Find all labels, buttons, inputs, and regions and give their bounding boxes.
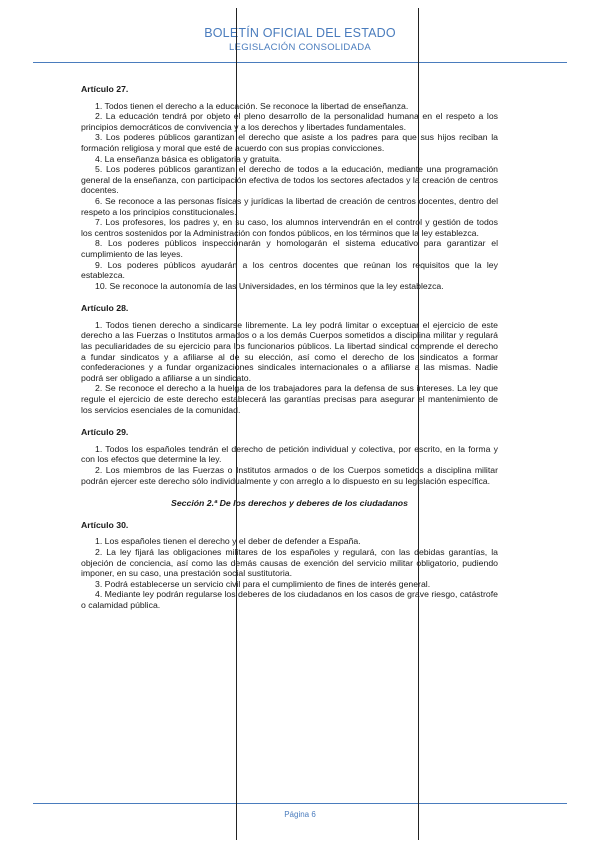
article-paragraph: 1. Todos los españoles tendrán el derecho de petición individual y colectiva, por escrito, en la forma y con los efectos que determine la ley. <box>81 443 498 465</box>
article-29 <box>81 427 498 486</box>
section-title: Sección 2.ª De los derechos y deberes de los ciudadanos <box>171 498 408 509</box>
page-number: Página 6 <box>284 810 316 819</box>
article-paragraph: 6. Se reconoce a las personas físicas y jurídicas la libertad de creación de centros docentes, dentro del respeto a los principios constitucionales. <box>81 195 498 217</box>
article-paragraph: 1. Los españoles tienen el derecho y el deber de defender a España. <box>95 536 361 547</box>
article-paragraph: 1. Todos tienen derecho a sindicarse libremente. La ley podrá limitar o exceptuar el ejercicio de este derecho a las Fuerzas o Institutos armados o a los demás Cuerpos sometidos a disciplina militar y regulará las peculiaridades de su ejercicio para los funcionarios públicos. La libertad sindical comprende el derecho a fundar sindicatos y a afiliarse al de su elección, así como el derecho de los sindicatos a formar confederaciones y a fundar organizaciones sindicales internacionales o a afiliarse a las mismas. Nadie podrá ser obligado a afiliarse a un sindicato. <box>81 319 498 383</box>
article-title: Artículo 30. <box>81 519 129 530</box>
article-paragraph: 3. Los poderes públicos garantizan el derecho que asiste a los padres para que sus hijos reciban la formación religiosa y moral que esté de acuerdo con sus propias convicciones. <box>81 132 498 153</box>
document-body <box>81 84 498 623</box>
bulletin-title: BOLETÍN OFICIAL DEL ESTADO <box>204 26 396 40</box>
header-rule <box>33 62 567 63</box>
scan-line-left <box>236 8 237 840</box>
article-paragraph: 3. Podrá establecerse un servicio civil para el cumplimiento de fines de interés general. <box>95 578 431 589</box>
article-paragraph: 4. La enseñanza básica es obligatoria y gratuita. <box>95 153 282 164</box>
article-paragraph: 4. Mediante ley podrán regularse los deberes de los ciudadanos en los casos de grave riesgo, catástrofe o calamidad pública. <box>81 589 498 610</box>
article-paragraph: 2. La ley fijará las obligaciones militares de los españoles y regulará, con las debidas garantías, la objeción de conciencia, así como las demás causas de exención del servicio militar obligatorio, pudiendo imponer, en su caso, una prestación social sustitutoria. <box>81 546 498 579</box>
article-paragraph: 9. Los poderes públicos ayudarán a los centros docentes que reúnan los requisitos que la ley establezca. <box>81 259 498 281</box>
article-title: Artículo 29. <box>81 427 129 438</box>
article-paragraph: 2. Los miembros de las Fuerzas o Institutos armados o de los Cuerpos sometidos a disciplina militar podrán ejercer este derecho sólo individualmente y con arreglo a lo dispuesto en su legislación específica. <box>81 465 498 486</box>
article-title: Artículo 28. <box>81 303 129 314</box>
article-30 <box>81 520 498 611</box>
article-title: Artículo 27. <box>81 84 129 94</box>
article-28 <box>81 303 498 415</box>
article-paragraph: 5. Los poderes públicos garantizan el derecho de todos a la educación, mediante una programación general de la enseñanza, con participación efectiva de todos los sectores afectados y la creación de centros docentes. <box>81 164 498 196</box>
article-paragraph: 2. La educación tendrá por objeto el pleno desarrollo de la personalidad humana en el respeto a los principios democráticos de convivencia y a los derechos y libertades fundamentales. <box>81 111 498 132</box>
article-paragraph: 8. Los poderes públicos inspeccionarán y homologarán el sistema educativo para garantizar el cumplimiento de las leyes. <box>81 238 498 259</box>
article-paragraph: 2. Se reconoce el derecho a la huelga de los trabajadores para la defensa de sus intereses. La ley que regule el ejercicio de este derecho establecerá las garantías precisas para asegurar el mantenimiento de los servicios esenciales de la comunidad. <box>81 383 498 415</box>
page-header <box>0 26 600 53</box>
scan-line-right <box>418 8 419 840</box>
bulletin-subtitle: LEGISLACIÓN CONSOLIDADA <box>228 42 372 53</box>
article-27 <box>81 84 498 291</box>
article-paragraph: 7. Los profesores, los padres y, en su caso, los alumnos intervendrán en el control y gestión de todos los centros sostenidos por la Administración con fondos públicos, en los términos que la ley establezca. <box>81 217 498 238</box>
article-paragraph: 1. Todos tienen el derecho a la educación. Se reconoce la libertad de enseñanza. <box>95 100 409 111</box>
footer-rule <box>33 803 567 804</box>
article-paragraph: 10. Se reconoce la autonomía de las Universidades, en los términos que la ley establezca. <box>95 280 444 291</box>
